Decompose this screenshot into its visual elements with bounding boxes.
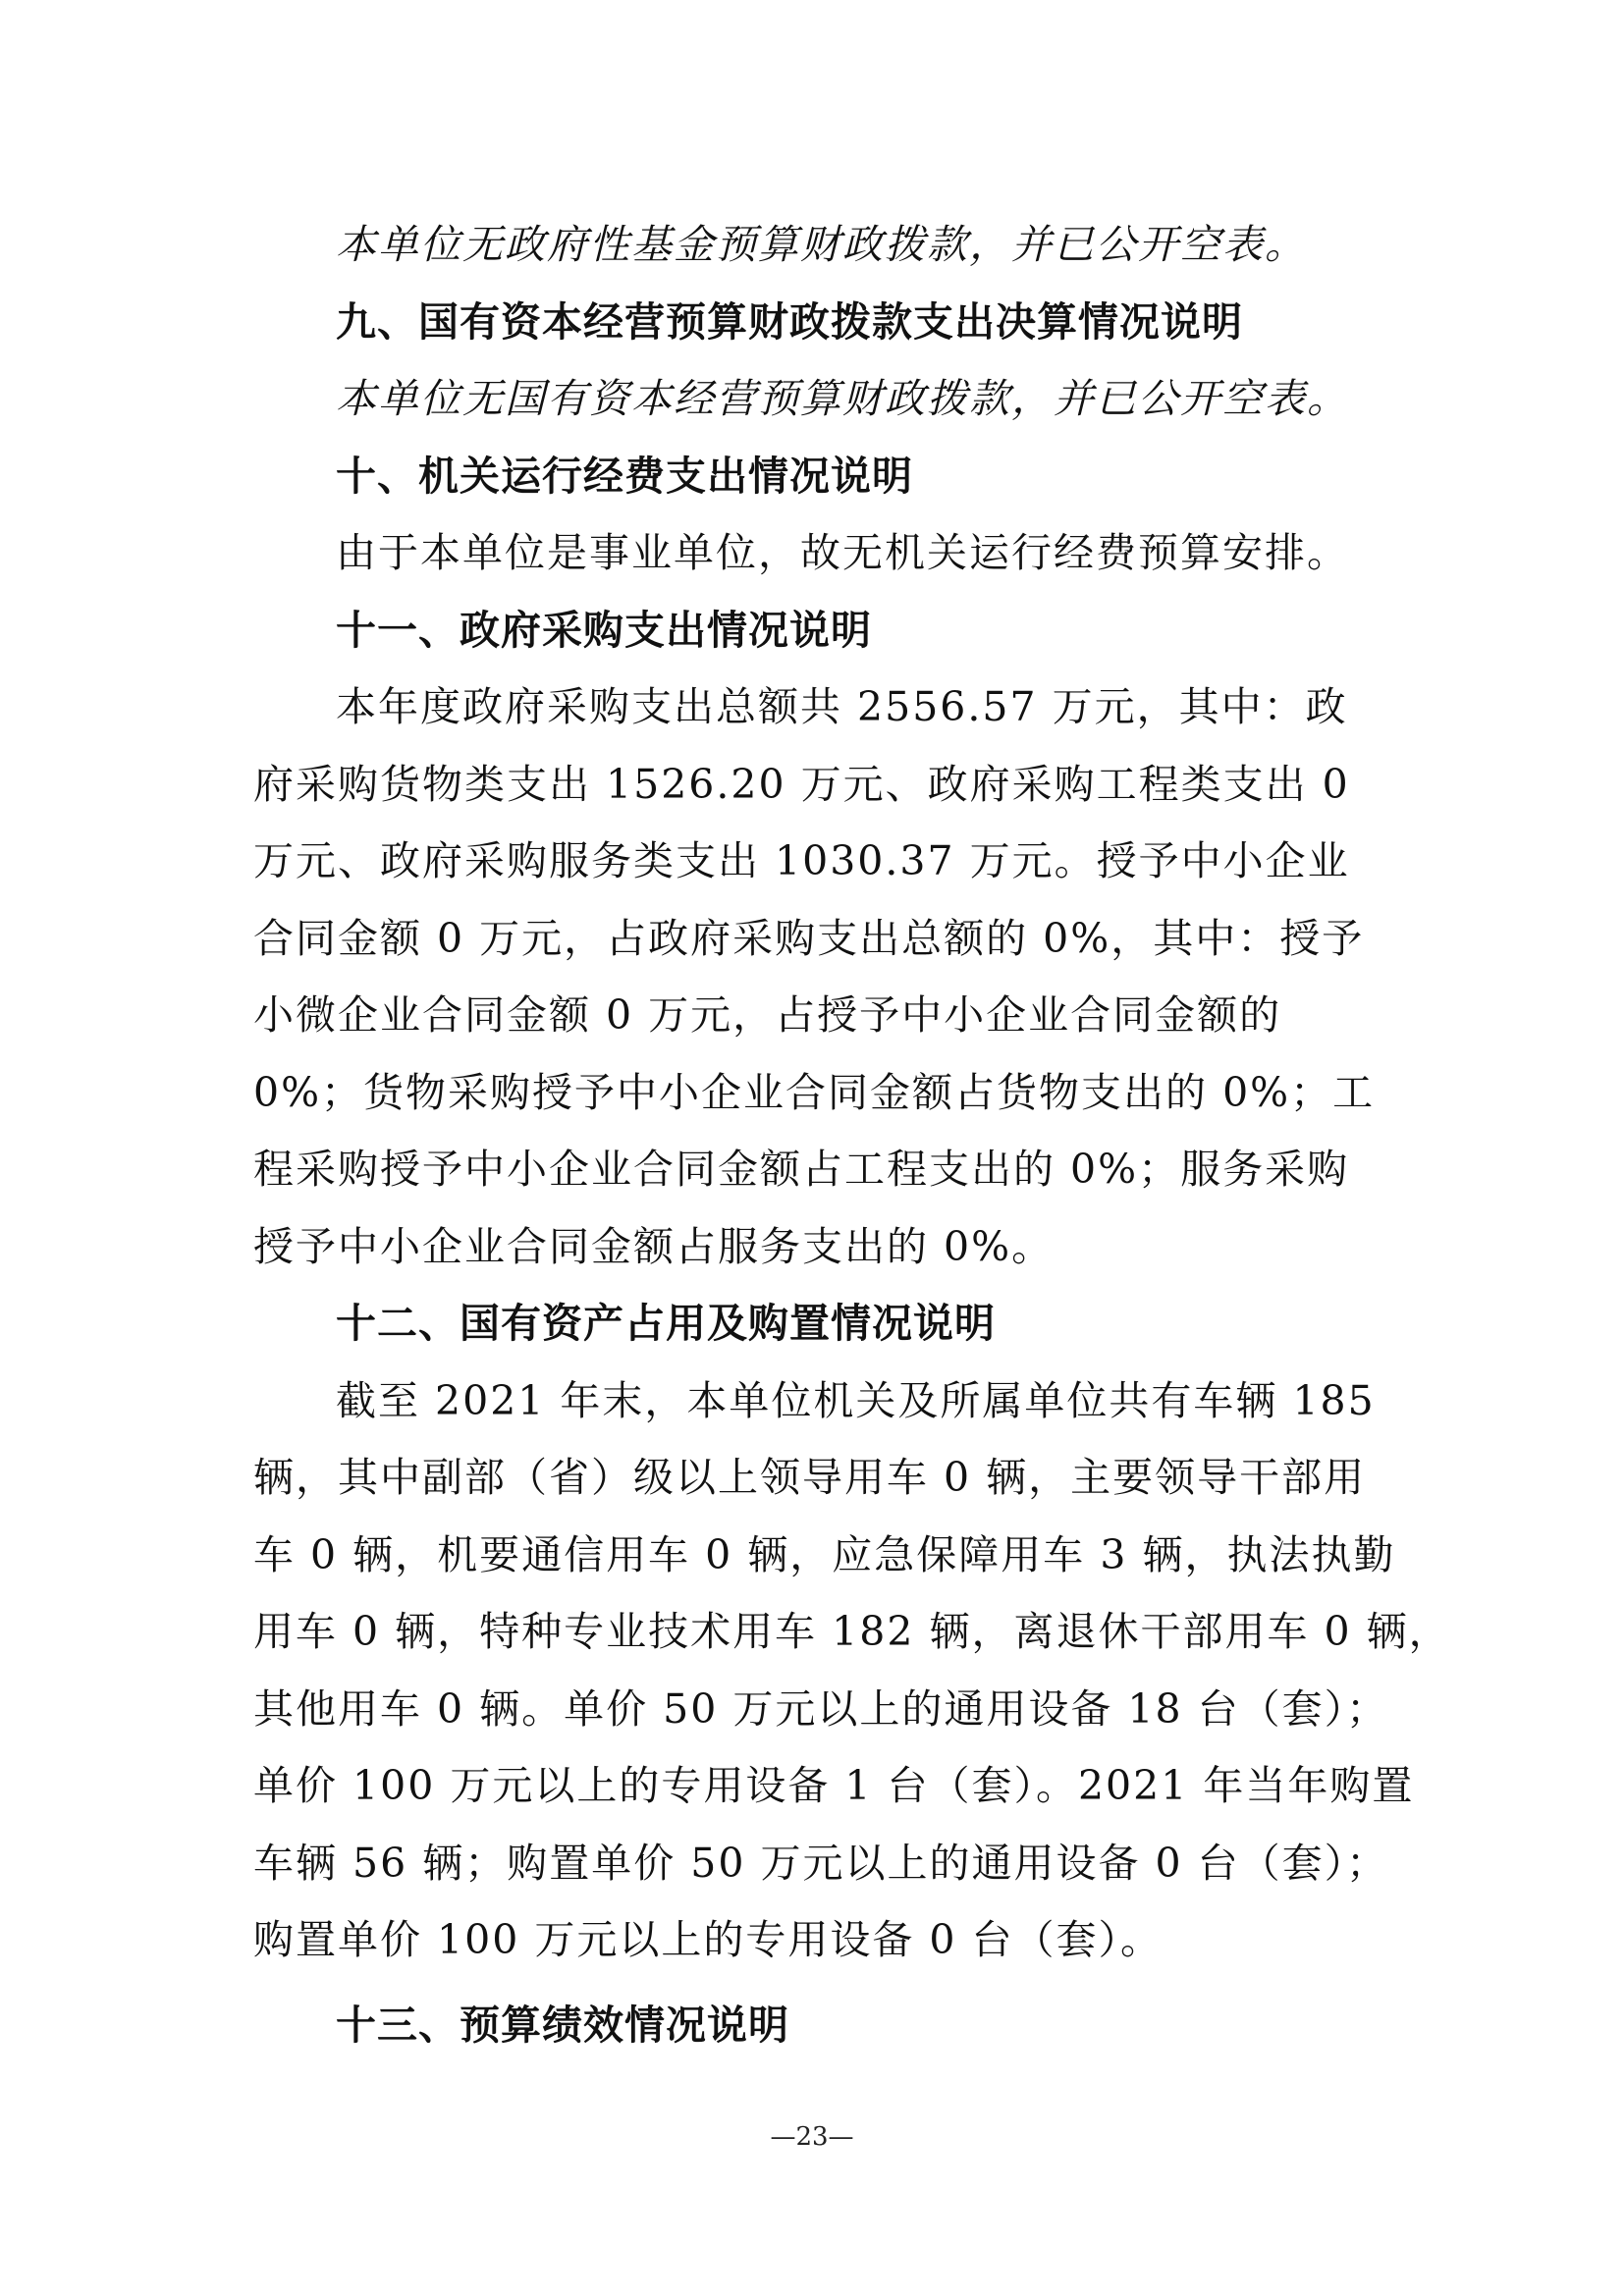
heading-section-12: 十二、国有资产占用及购置情况说明	[336, 1300, 996, 1347]
paragraph-line: 小微企业合同金额 0 万元，占授予中小企业合同金额的	[253, 991, 1282, 1039]
paragraph-line: 单价 100 万元以上的专用设备 1 台（套）。2021 年当年购置	[253, 1762, 1415, 1809]
paragraph-operating-expense-note: 由于本单位是事业单位，故无机关运行经费预算安排。	[336, 529, 1349, 576]
heading-section-9: 九、国有资本经营预算财政拨款支出决算情况说明	[336, 297, 1243, 346]
paragraph-line: 合同金额 0 万元，占政府采购支出总额的 0%，其中：授予	[253, 914, 1365, 962]
paragraph-procurement	[253, 668, 1382, 1285]
paragraph-line: 购置单价 100 万元以上的专用设备 0 台（套）。	[253, 1916, 1163, 1963]
paragraph-gov-fund-note: 本单位无政府性基金预算财政拨款，并已公开空表。	[336, 221, 1307, 268]
paragraph-line: 其他用车 0 辆。单价 50 万元以上的通用设备 18 台（套）；	[253, 1684, 1389, 1733]
paragraph-line: 本年度政府采购支出总额共 2556.57 万元，其中：政	[336, 683, 1348, 730]
paragraph-line: 用车 0 辆，特种专业技术用车 182 辆，离退休干部用车 0 辆，	[253, 1608, 1451, 1655]
paragraph-line: 程采购授予中小企业合同金额占工程支出的 0%；服务采购	[253, 1146, 1350, 1193]
paragraph-line: 辆，其中副部（省）级以上领导用车 0 辆，主要领导干部用	[253, 1454, 1367, 1501]
document-body	[253, 206, 1451, 2063]
paragraph-line: 车 0 辆，机要通信用车 0 辆，应急保障用车 3 辆，执法执勤	[253, 1530, 1396, 1578]
paragraph-line: 0%；货物采购授予中小企业合同金额占货物支出的 0%；工	[253, 1068, 1376, 1116]
page-number: —23—	[770, 2122, 854, 2152]
heading-section-13: 十三、预算绩效情况说明	[336, 2001, 789, 2049]
heading-section-11: 十一、政府采购支出情况说明	[336, 606, 872, 654]
paragraph-line: 府采购货物类支出 1526.20 万元、政府采购工程类支出 0	[253, 760, 1350, 808]
paragraph-state-assets	[253, 1362, 1451, 1979]
paragraph-line: 万元、政府采购服务类支出 1030.37 万元。授予中小企业	[253, 837, 1350, 884]
paragraph-line: 截至 2021 年末，本单位机关及所属单位共有车辆 185	[336, 1376, 1376, 1424]
paragraph-state-capital-note: 本单位无国有资本经营预算财政拨款，并已公开空表。	[336, 375, 1349, 422]
heading-section-10: 十、机关运行经费支出情况说明	[336, 452, 913, 500]
paragraph-line: 授予中小企业合同金额占服务支出的 0%。	[253, 1222, 1055, 1270]
paragraph-line: 车辆 56 辆；购置单价 50 万元以上的通用设备 0 台（套）；	[253, 1839, 1389, 1887]
